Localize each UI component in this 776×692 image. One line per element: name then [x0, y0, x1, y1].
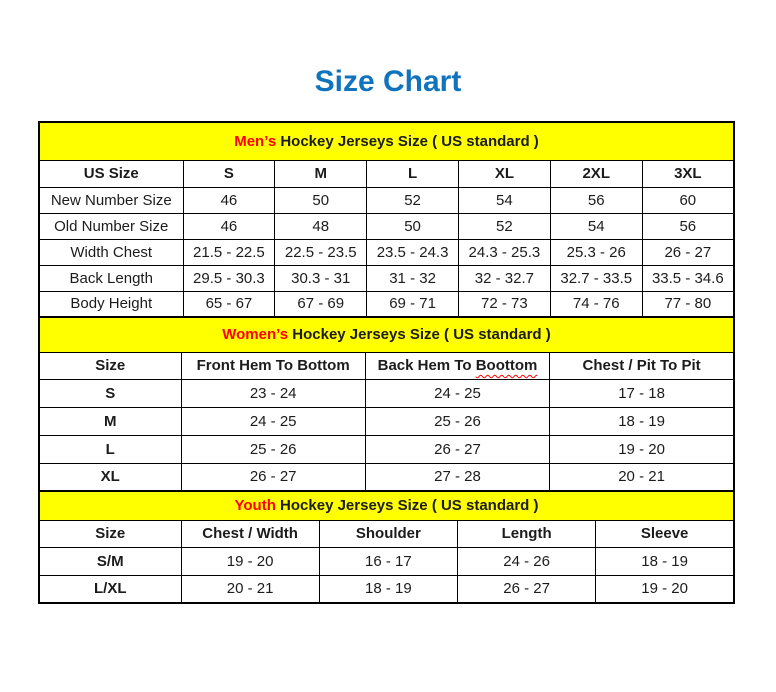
table-cell: 17 - 18	[550, 379, 734, 407]
row-label: New Number Size	[39, 187, 183, 213]
table-cell: 24.3 - 25.3	[458, 239, 550, 265]
table-cell: 54	[550, 213, 642, 239]
table-cell: 25.3 - 26	[550, 239, 642, 265]
table-cell: 56	[642, 213, 734, 239]
table-cell: 77 - 80	[642, 291, 734, 317]
column-header: US Size	[39, 160, 183, 187]
table-cell: 26 - 27	[458, 575, 596, 603]
column-header	[365, 352, 549, 379]
table-cell: 18 - 19	[550, 407, 734, 435]
column-header: S	[183, 160, 275, 187]
column-header: M	[275, 160, 367, 187]
table-cell: 18 - 19	[596, 547, 734, 575]
table-cell: 32.7 - 33.5	[550, 265, 642, 291]
row-label: S	[39, 379, 181, 407]
table-cell: 20 - 21	[550, 463, 734, 491]
row-label: Back Length	[39, 265, 183, 291]
table-title	[39, 491, 734, 520]
table-cell: 23.5 - 24.3	[367, 239, 459, 265]
table-cell: 27 - 28	[365, 463, 549, 491]
row-label: Width Chest	[39, 239, 183, 265]
table-cell: 46	[183, 187, 275, 213]
column-header: Front Hem To Bottom	[181, 352, 365, 379]
table-cell: 23 - 24	[181, 379, 365, 407]
misspelled-word: Boottom	[475, 357, 538, 374]
table-title-text: Hockey Jerseys Size ( US standard )	[288, 326, 551, 344]
page-title: Size Chart	[314, 65, 462, 98]
table-cell: 56	[550, 187, 642, 213]
table-title	[39, 122, 734, 160]
column-header: Chest / Width	[181, 520, 319, 547]
table-title-row	[39, 317, 734, 352]
column-header: Length	[458, 520, 596, 547]
table-row	[39, 547, 734, 575]
table-cell: 16 - 17	[319, 547, 457, 575]
table-title-text: Hockey Jerseys Size ( US standard )	[275, 497, 539, 515]
table-cell: 32 - 32.7	[458, 265, 550, 291]
womens-size-table	[38, 316, 735, 492]
table-cell: 30.3 - 31	[275, 265, 367, 291]
table-title-category: Youth	[234, 497, 276, 515]
row-label: L/XL	[39, 575, 181, 603]
table-row	[39, 265, 734, 291]
table-cell: 26 - 27	[365, 435, 549, 463]
column-header-row	[39, 520, 734, 547]
table-title-category: Men’s	[234, 132, 277, 150]
table-cell: 67 - 69	[275, 291, 367, 317]
column-header: L	[367, 160, 459, 187]
table-cell: 24 - 26	[458, 547, 596, 575]
column-header: Shoulder	[319, 520, 457, 547]
row-label: L	[39, 435, 181, 463]
table-row	[39, 291, 734, 317]
column-header-text: Back Hem To	[377, 357, 476, 374]
column-header-row	[39, 352, 734, 379]
table-cell: 19 - 20	[181, 547, 319, 575]
row-label: M	[39, 407, 181, 435]
table-cell: 72 - 73	[458, 291, 550, 317]
table-cell: 25 - 26	[365, 407, 549, 435]
table-cell: 29.5 - 30.3	[183, 265, 275, 291]
table-cell: 54	[458, 187, 550, 213]
table-cell: 33.5 - 34.6	[642, 265, 734, 291]
table-row	[39, 435, 734, 463]
table-cell: 20 - 21	[181, 575, 319, 603]
table-cell: 19 - 20	[596, 575, 734, 603]
table-cell: 50	[275, 187, 367, 213]
table-cell: 26 - 27	[642, 239, 734, 265]
table-cell: 74 - 76	[550, 291, 642, 317]
table-cell: 52	[367, 187, 459, 213]
column-header-row	[39, 160, 734, 187]
table-row	[39, 463, 734, 491]
size-tables	[38, 121, 735, 604]
table-row	[39, 379, 734, 407]
youth-size-table	[38, 490, 735, 604]
column-header: 2XL	[550, 160, 642, 187]
table-row	[39, 575, 734, 603]
table-row	[39, 407, 734, 435]
table-cell: 18 - 19	[319, 575, 457, 603]
table-cell: 24 - 25	[181, 407, 365, 435]
table-cell: 48	[275, 213, 367, 239]
column-header: Chest / Pit To Pit	[550, 352, 734, 379]
mens-size-table	[38, 121, 735, 318]
column-header: Size	[39, 520, 181, 547]
table-cell: 22.5 - 23.5	[275, 239, 367, 265]
table-title-row	[39, 491, 734, 520]
table-title-text: Hockey Jerseys Size ( US standard )	[276, 132, 539, 150]
table-title-row	[39, 122, 734, 160]
column-header: 3XL	[642, 160, 734, 187]
table-cell: 31 - 32	[367, 265, 459, 291]
table-row	[39, 187, 734, 213]
table-title	[39, 317, 734, 352]
column-header: XL	[458, 160, 550, 187]
table-cell: 21.5 - 22.5	[183, 239, 275, 265]
table-cell: 24 - 25	[365, 379, 549, 407]
table-cell: 60	[642, 187, 734, 213]
table-cell: 50	[367, 213, 459, 239]
row-label: S/M	[39, 547, 181, 575]
table-cell: 69 - 71	[367, 291, 459, 317]
table-cell: 46	[183, 213, 275, 239]
table-cell: 26 - 27	[181, 463, 365, 491]
table-cell: 65 - 67	[183, 291, 275, 317]
column-header: Sleeve	[596, 520, 734, 547]
table-cell: 19 - 20	[550, 435, 734, 463]
table-row	[39, 213, 734, 239]
row-label: Body Height	[39, 291, 183, 317]
table-cell: 25 - 26	[181, 435, 365, 463]
table-cell: 52	[458, 213, 550, 239]
row-label: XL	[39, 463, 181, 491]
table-title-category: Women’s	[222, 326, 289, 344]
column-header: Size	[39, 352, 181, 379]
table-row	[39, 239, 734, 265]
row-label: Old Number Size	[39, 213, 183, 239]
